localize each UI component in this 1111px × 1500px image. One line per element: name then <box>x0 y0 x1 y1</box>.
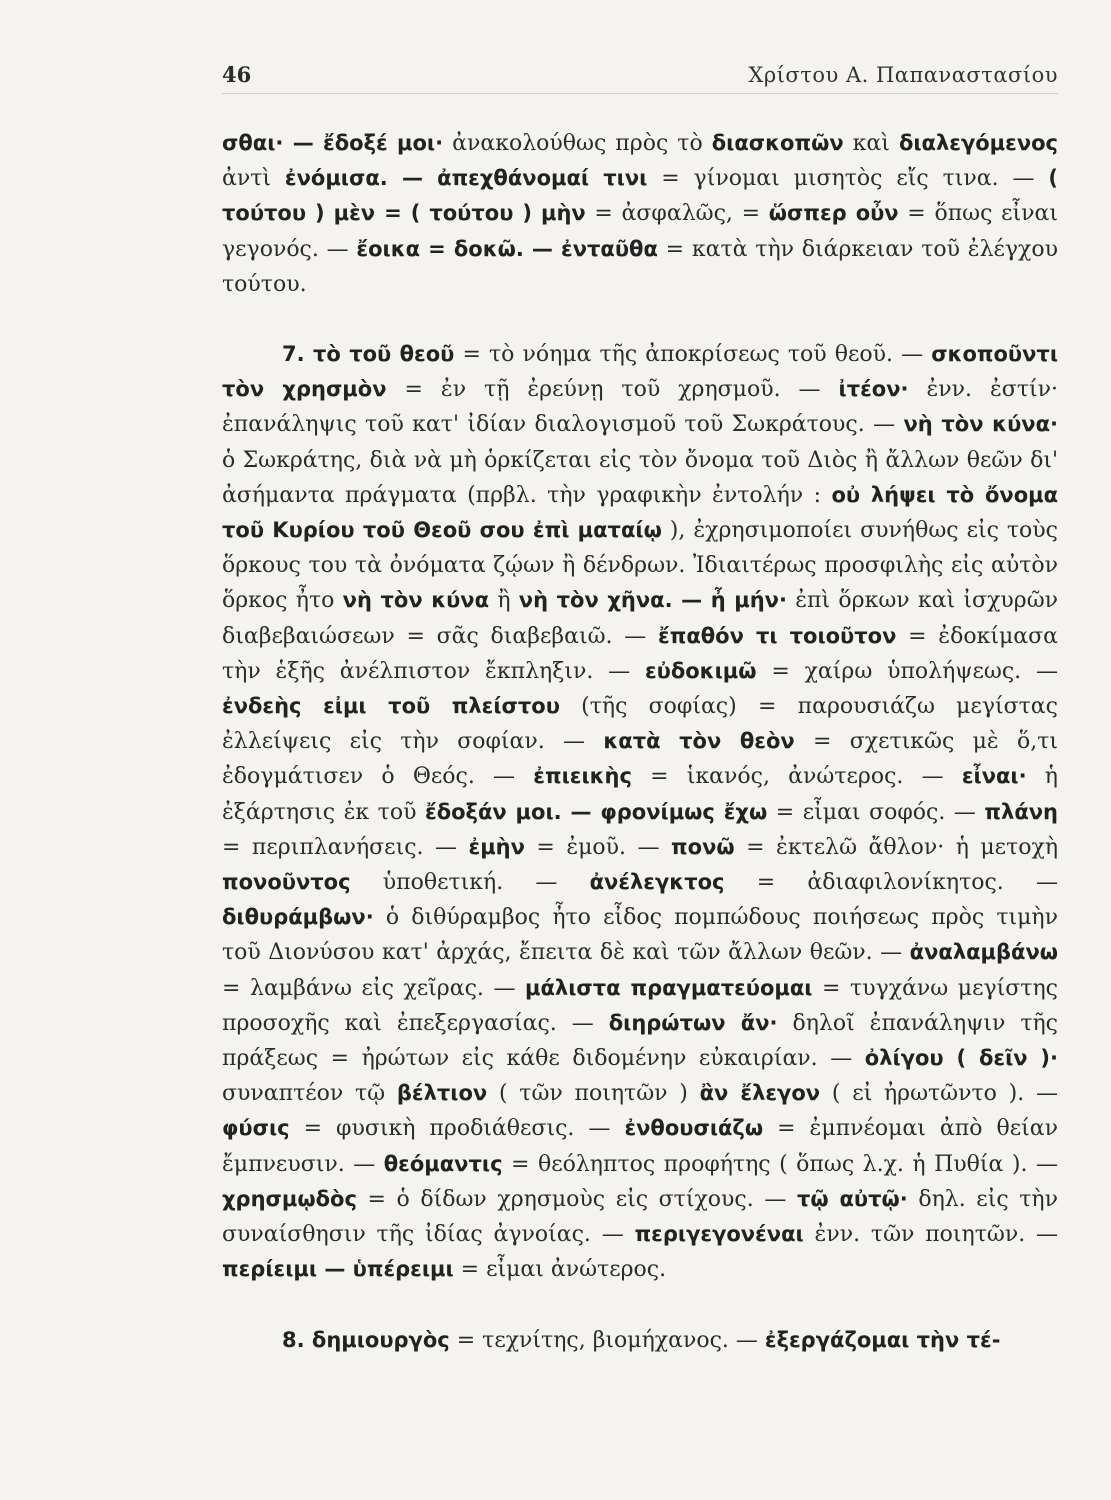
bold-term: βέλτιον <box>396 1081 488 1106</box>
bold-term: πονοῦντος <box>222 870 351 895</box>
gloss-text: ἀντὶ <box>222 166 285 192</box>
gloss-text: = ἐμπνέομαι ἀπὸ θείαν ἔμπνευσιν. — <box>222 1116 1059 1177</box>
bold-term: ἀνέλεγκτος <box>589 870 725 895</box>
bold-term: κατὰ τὸν θεὸν <box>603 729 795 754</box>
bold-term: φύσις <box>222 1116 290 1141</box>
gloss-text: ), ἐχρησιμοποίει συνήθως εἰς τοὺς ὅρκους του τὰ ὀνόματα ζῴων ἢ δένδρων. Ἰδιαιτέρως προσφιλὴς εἰς αὐτὸν ὅρκος ἦτο <box>222 518 1058 614</box>
gloss-text: ἐνν. τῶν ποιητῶν. — <box>803 1222 1058 1248</box>
bold-term: ἔοικα = δοκῶ. — ἐνταῦθα <box>356 236 658 261</box>
gloss-text: = περιπλανήσεις. — <box>222 834 469 860</box>
gloss-text: ( τῶν ποιητῶν ) <box>487 1081 700 1107</box>
bold-term: περιγεγονέναι <box>634 1222 804 1247</box>
bold-term: ἔπαθόν τι τοιοῦτον <box>658 623 897 648</box>
bold-term: ἀναλαμβάνω <box>909 940 1058 965</box>
gloss-text: ἐνν. ἐστίν· ἐπανάληψις τοῦ κατ' ἰδίαν διαλογισμοῦ τοῦ Σωκράτους. — <box>222 377 1058 438</box>
body-text <box>222 126 1058 1358</box>
bold-term: διθυράμβων· <box>222 905 374 930</box>
paragraph <box>222 1323 1058 1358</box>
bold-term: ( τούτου ) μὲν = ( τούτου ) μὴν <box>222 166 1058 226</box>
gloss-text: = λαμβάνω εἰς χεῖρας. — <box>222 975 526 1001</box>
bold-term: νὴ τὸν κύνα <box>342 588 490 613</box>
gloss-text: = ἀσφαλῶς, = <box>585 201 769 227</box>
bold-term: 8. δημιουργὸς <box>282 1327 450 1352</box>
gloss-text: ὁ διθύραμβος ἦτο εἶδος πομπώδους ποιήσεως πρὸς τιμὴν τοῦ Διονύσου κατ' ἀρχάς, ἔπειτα δὲ καὶ τῶν ἄλλων θεῶν. — <box>222 905 1058 966</box>
paragraph <box>222 126 1058 302</box>
bold-term: διασκοπῶν <box>711 131 844 155</box>
bold-term: σκοποῦντι τὸν χρησμὸν <box>222 342 1058 402</box>
bold-term: ἐνδεὴς εἰμι τοῦ πλείστου <box>222 694 560 719</box>
bold-term: ἰτέον· <box>838 377 909 402</box>
gloss-text: = ἐκτελῶ ἄθλον· ἡ μετοχὴ <box>734 834 1059 860</box>
gloss-text: δηλοῖ ἐπανάληψιν τῆς πράξεως = ἠρώτων εἰς κάθε διδομένην εὐκαιρίαν. — <box>222 1010 1058 1072</box>
bold-term: πονῶ <box>671 834 735 859</box>
page-number: 46 <box>222 62 252 87</box>
gloss-text: = ἐν τῇ ἐρεύνῃ τοῦ χρησμοῦ. — <box>386 377 839 403</box>
bold-term: ἐμὴν <box>468 834 525 859</box>
gloss-text: = τεχνίτης, βιομήχανος. — <box>449 1327 765 1353</box>
gloss-text: = ὅπως εἶναι γεγονός. — <box>222 201 1058 262</box>
gloss-text: = ἀδιαφιλονίκητος. — <box>724 870 1058 896</box>
gloss-text: ὑποθετική. — <box>350 870 590 896</box>
bold-term: ἂν ἔλεγον <box>699 1081 821 1106</box>
gloss-text: = ἱκανός, ἀνώτερος. — <box>631 764 962 790</box>
bold-term: τῷ αὐτῷ· <box>796 1186 908 1211</box>
gloss-text: συναπτέον τῷ <box>222 1081 397 1107</box>
bold-term: ἐνόμισα. — ἀπεχθάνομαί τινι <box>284 166 648 191</box>
gloss-text: ὁ Σωκράτης, διὰ νὰ μὴ ὁρκίζεται εἰς τὸν ὄνομα τοῦ Διὸς ἢ ἄλλων θεῶν δι' ἀσήμαντα πράγματα (πρβλ. τὴν γραφικὴν ἐντολήν : <box>222 447 1058 508</box>
bold-term: σθαι· — ἔδοξέ μοι· <box>222 131 444 155</box>
gloss-text: = ὁ δίδων χρησμοὺς εἰς στίχους. — <box>356 1186 797 1212</box>
bold-term: νὴ τὸν κύνα· <box>903 412 1058 437</box>
gloss-text: = θεόληπτος προφήτης ( ὅπως λ.χ. ἡ Πυθία ). — <box>502 1151 1058 1177</box>
gloss-text: ( εἰ ἠρωτῶντο ). — <box>820 1081 1058 1107</box>
book-page <box>222 62 1058 1358</box>
bold-term: ὀλίγου ( δεῖν )· <box>864 1046 1058 1071</box>
gloss-text: = τὸ νόημα τῆς ἀποκρίσεως τοῦ θεοῦ. — <box>454 342 932 368</box>
bold-term: θεόμαντις <box>383 1151 503 1176</box>
bold-term: 7. τὸ τοῦ θεοῦ <box>282 342 455 367</box>
gloss-text: = τυγχάνω μεγίστης προσοχῆς καὶ ἐπεξεργασίας. — <box>222 975 1058 1036</box>
gloss-text: καὶ <box>843 131 899 156</box>
bold-term: χρησμῳδὸς <box>222 1186 357 1211</box>
running-head <box>222 62 1058 94</box>
gloss-text: = ἐμοῦ. — <box>524 834 672 860</box>
bold-term: διηρώτων ἄν· <box>608 1010 778 1035</box>
bold-term: ἐξεργάζομαι τὴν τέ- <box>764 1327 1001 1352</box>
bold-term: ἔδοξάν μοι. — φρονίμως ἔχω <box>425 799 768 824</box>
bold-term: ὥσπερ οὖν <box>768 201 899 226</box>
bold-term: νὴ τὸν χῆνα. — ἦ μήν· <box>518 588 787 613</box>
gloss-text: ἡ ἐξάρτησις ἐκ τοῦ <box>222 764 1058 825</box>
gloss-text: = εἶμαι σοφός. — <box>767 799 985 825</box>
bold-term: μάλιστα πραγματεύομαι <box>525 975 813 1000</box>
bold-term: ἐνθουσιάζω <box>624 1116 764 1141</box>
bold-term: πλάνη <box>984 799 1059 824</box>
bold-term: οὐ λήψει τὸ ὄνομα τοῦ Κυρίου τοῦ Θεοῦ σου ἐπὶ ματαίῳ <box>222 482 1059 543</box>
bold-term: διαλεγόμενος <box>898 131 1059 155</box>
gloss-text: = σχετικῶς μὲ ὅ,τι ἐδογμάτισεν ὁ Θεός. — <box>222 729 1058 790</box>
gloss-text: = εἶμαι ἀνώτερος. <box>453 1257 667 1283</box>
gloss-text: = γίνομαι μισητὸς εἴς τινα. — <box>647 166 1049 192</box>
gloss-text: ἀνακολούθως πρὸς τὸ <box>443 131 712 156</box>
bold-term: ἐπιεικὴς <box>533 764 632 789</box>
gloss-text: = ἐδοκίμασα τὴν ἑξῆς ἀνέλπιστον ἔκπληξιν. — <box>222 623 1058 684</box>
gloss-text: = κατὰ τὴν διάρκειαν τοῦ ἐλέγχου τούτου. <box>222 236 1059 297</box>
bold-term: εἶναι· <box>961 764 1027 789</box>
gloss-text: ἐπὶ ὅρκων καὶ ἰσχυρῶν διαβεβαιώσεων = σᾶς διαβεβαιῶ. — <box>222 588 1059 649</box>
bold-term: εὐδοκιμῶ <box>644 658 757 683</box>
gloss-text: = χαίρω ὑπολήψεως. — <box>756 658 1058 684</box>
running-head-author: Χρίστου Α. Παπαναστασίου <box>748 63 1058 87</box>
gloss-text: = φυσικὴ προδιάθεσις. — <box>289 1116 625 1142</box>
gloss-text: (τῆς σοφίας) = παρουσιάζω μεγίστας ἐλλείψεις εἰς τὴν σοφίαν. — <box>222 694 1058 755</box>
bold-term: περίειμι — ὑπέρειμι <box>222 1257 454 1282</box>
paragraph <box>222 337 1058 1287</box>
gloss-text: δηλ. εἰς τὴν συναίσθησιν τῆς ἰδίας ἀγνοίας. — <box>222 1186 1058 1248</box>
gloss-text: ἢ <box>489 588 519 614</box>
